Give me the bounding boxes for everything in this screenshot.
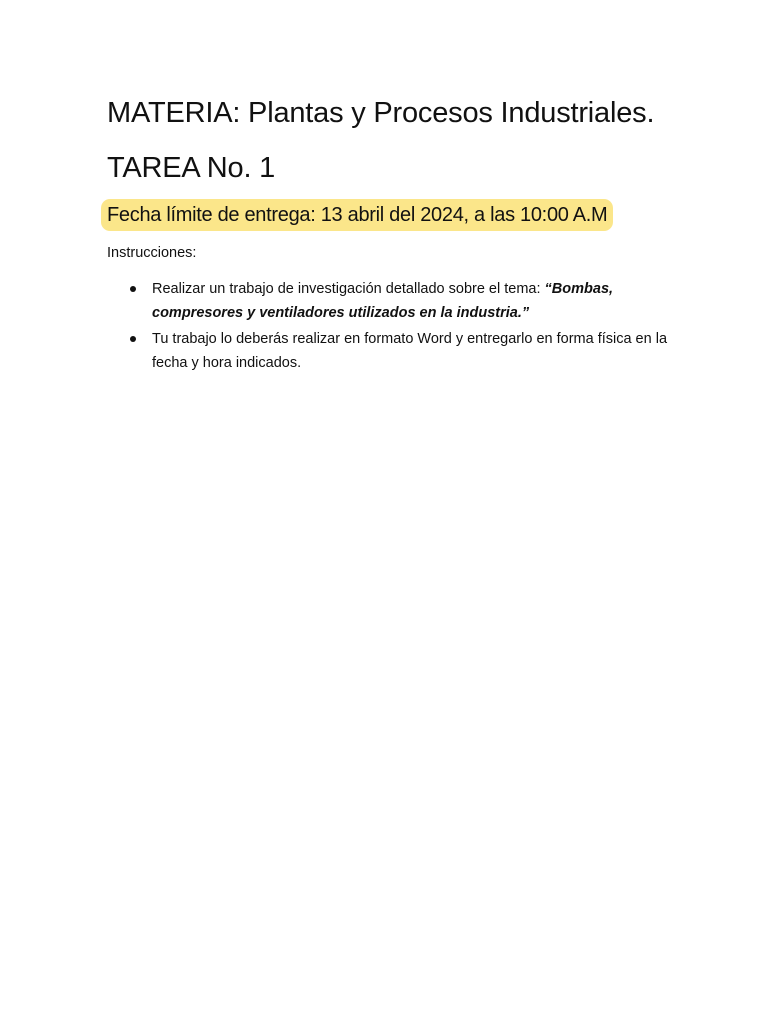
bullet-icon [130,336,136,342]
instruction-text: Tu trabajo lo deberás realizar en formato Word y entregarlo en forma física en la fecha y hora indicados. [152,331,668,371]
instructions-list [130,277,670,377]
deadline-highlight [101,199,613,231]
bullet-icon [130,286,136,292]
task-heading: TAREA No. 1 [107,152,276,184]
instruction-topic: “Bombas, compresores y ventiladores utilizados en la industria.” [152,281,614,321]
instruction-item-format [130,327,670,375]
instructions-label: Instrucciones: [107,245,197,261]
instruction-text: Realizar un trabajo de investigación detallado sobre el tema: [152,281,545,297]
instruction-item-research [130,277,670,325]
deadline-text: Fecha límite de entrega: 13 abril del 2024, a las 10:00 A.M [107,204,608,226]
subject-heading: MATERIA: Plantas y Procesos Industriales. [107,97,655,129]
